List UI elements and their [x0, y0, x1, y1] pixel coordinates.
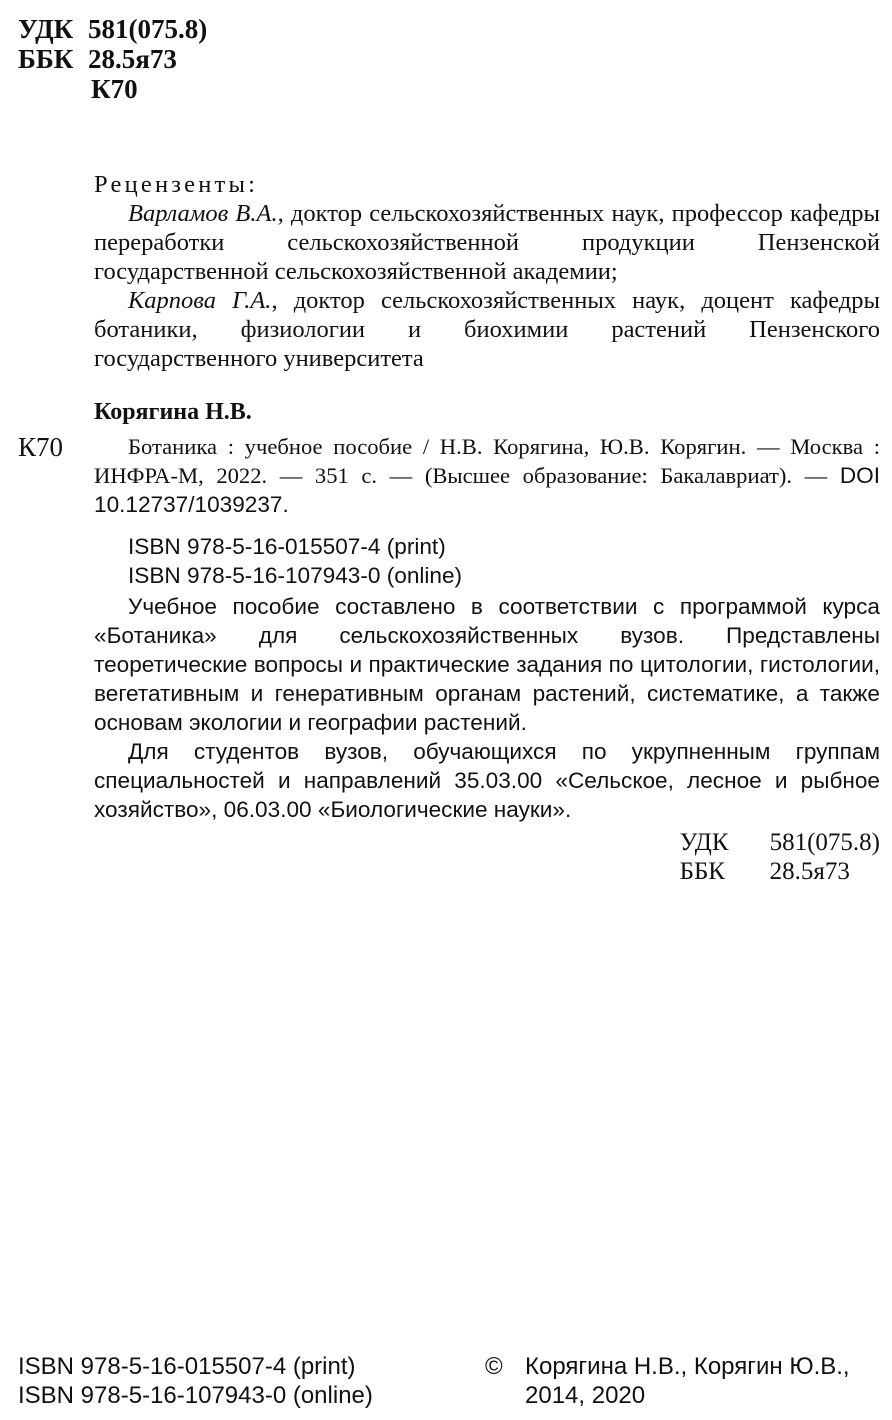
- classification-block: [18, 14, 207, 104]
- annotation-block: [94, 592, 880, 824]
- annotation-paragraph: Учебное пособие составлено в соответствии с программой курса «Ботаника» для сельскохозяйственных вузов. Представлены теоретические вопросы и практические задания по цитологии, гистологии, вегетативным и генеративным органам растений, систематике, а также основам экологии и географии растений.: [94, 594, 880, 735]
- udk-row: [680, 828, 880, 857]
- author-mark-side: К70: [18, 432, 64, 462]
- reviewer-details: , доктор сельскохозяйственных наук, профессор кафедры переработки сельскохозяйственной продукции Пензенской государственной сельскохозяйственной академии;: [94, 200, 880, 285]
- reviewer-item: [94, 286, 880, 373]
- bbk-label: ББК: [18, 44, 74, 74]
- author-mark: К70: [91, 74, 138, 104]
- bbk-label: ББК: [679, 858, 725, 885]
- bottom-isbn-list: [18, 1352, 373, 1410]
- reviewer-name: Варламов В.А.: [128, 200, 278, 227]
- reviewer-name: Карпова Г.А.: [128, 287, 272, 314]
- reviewers-heading: Рецензенты:: [94, 171, 259, 198]
- isbn-print: ISBN 978-5-16-015507-4 (print): [128, 534, 446, 559]
- copyright-years: 2014, 2020: [525, 1382, 646, 1409]
- reviewer-details: , доктор сельскохозяйственных наук, доцент кафедры ботаники, физиологии и биохимии растений Пензенского государственного университета: [94, 287, 880, 372]
- bbk-row: [680, 857, 880, 886]
- bibliographic-text: Ботаника : учебное пособие / Н.В. Корягина, Ю.В. Корягин. — Москва : ИНФРА-М, 2022. — 351 с. — (Высшее образование: Бакалавриат). —: [94, 434, 880, 488]
- bibliographic-description: [94, 432, 880, 519]
- copyright-holders: Корягина Н.В., Корягин Ю.В.,: [525, 1353, 850, 1380]
- isbn-online: ISBN 978-5-16-107943-0 (online): [18, 1382, 373, 1409]
- bbk-value: 28.5я73: [88, 44, 177, 74]
- udk-label: УДК: [679, 829, 729, 856]
- isbn-list: [128, 532, 462, 590]
- annotation-paragraph: Для студентов вузов, обучающихся по укрупненным группам специальностей и направлений 35.03.00 «Сельское, лесное и рыбное хозяйство», 06.03.00 «Биологические науки».: [94, 739, 880, 822]
- udk-value: 581(075.8): [88, 14, 208, 44]
- bbk-row: [18, 44, 207, 74]
- copyright-symbol: ©: [485, 1353, 503, 1380]
- isbn-online: ISBN 978-5-16-107943-0 (online): [128, 563, 463, 588]
- copyright-block: [485, 1352, 850, 1410]
- doi: DOI 10.12737/1039237.: [94, 463, 880, 517]
- isbn-print: ISBN 978-5-16-015507-4 (print): [18, 1353, 356, 1380]
- udk-label: УДК: [18, 14, 74, 44]
- bbk-value: 28.5я73: [769, 858, 850, 885]
- classification-right: [680, 828, 880, 886]
- reviewers-block: [94, 170, 880, 373]
- reviewer-item: [94, 199, 880, 286]
- udk-row: [18, 14, 207, 44]
- author-heading: Корягина Н.В.: [94, 399, 252, 425]
- udk-value: 581(075.8): [769, 829, 880, 856]
